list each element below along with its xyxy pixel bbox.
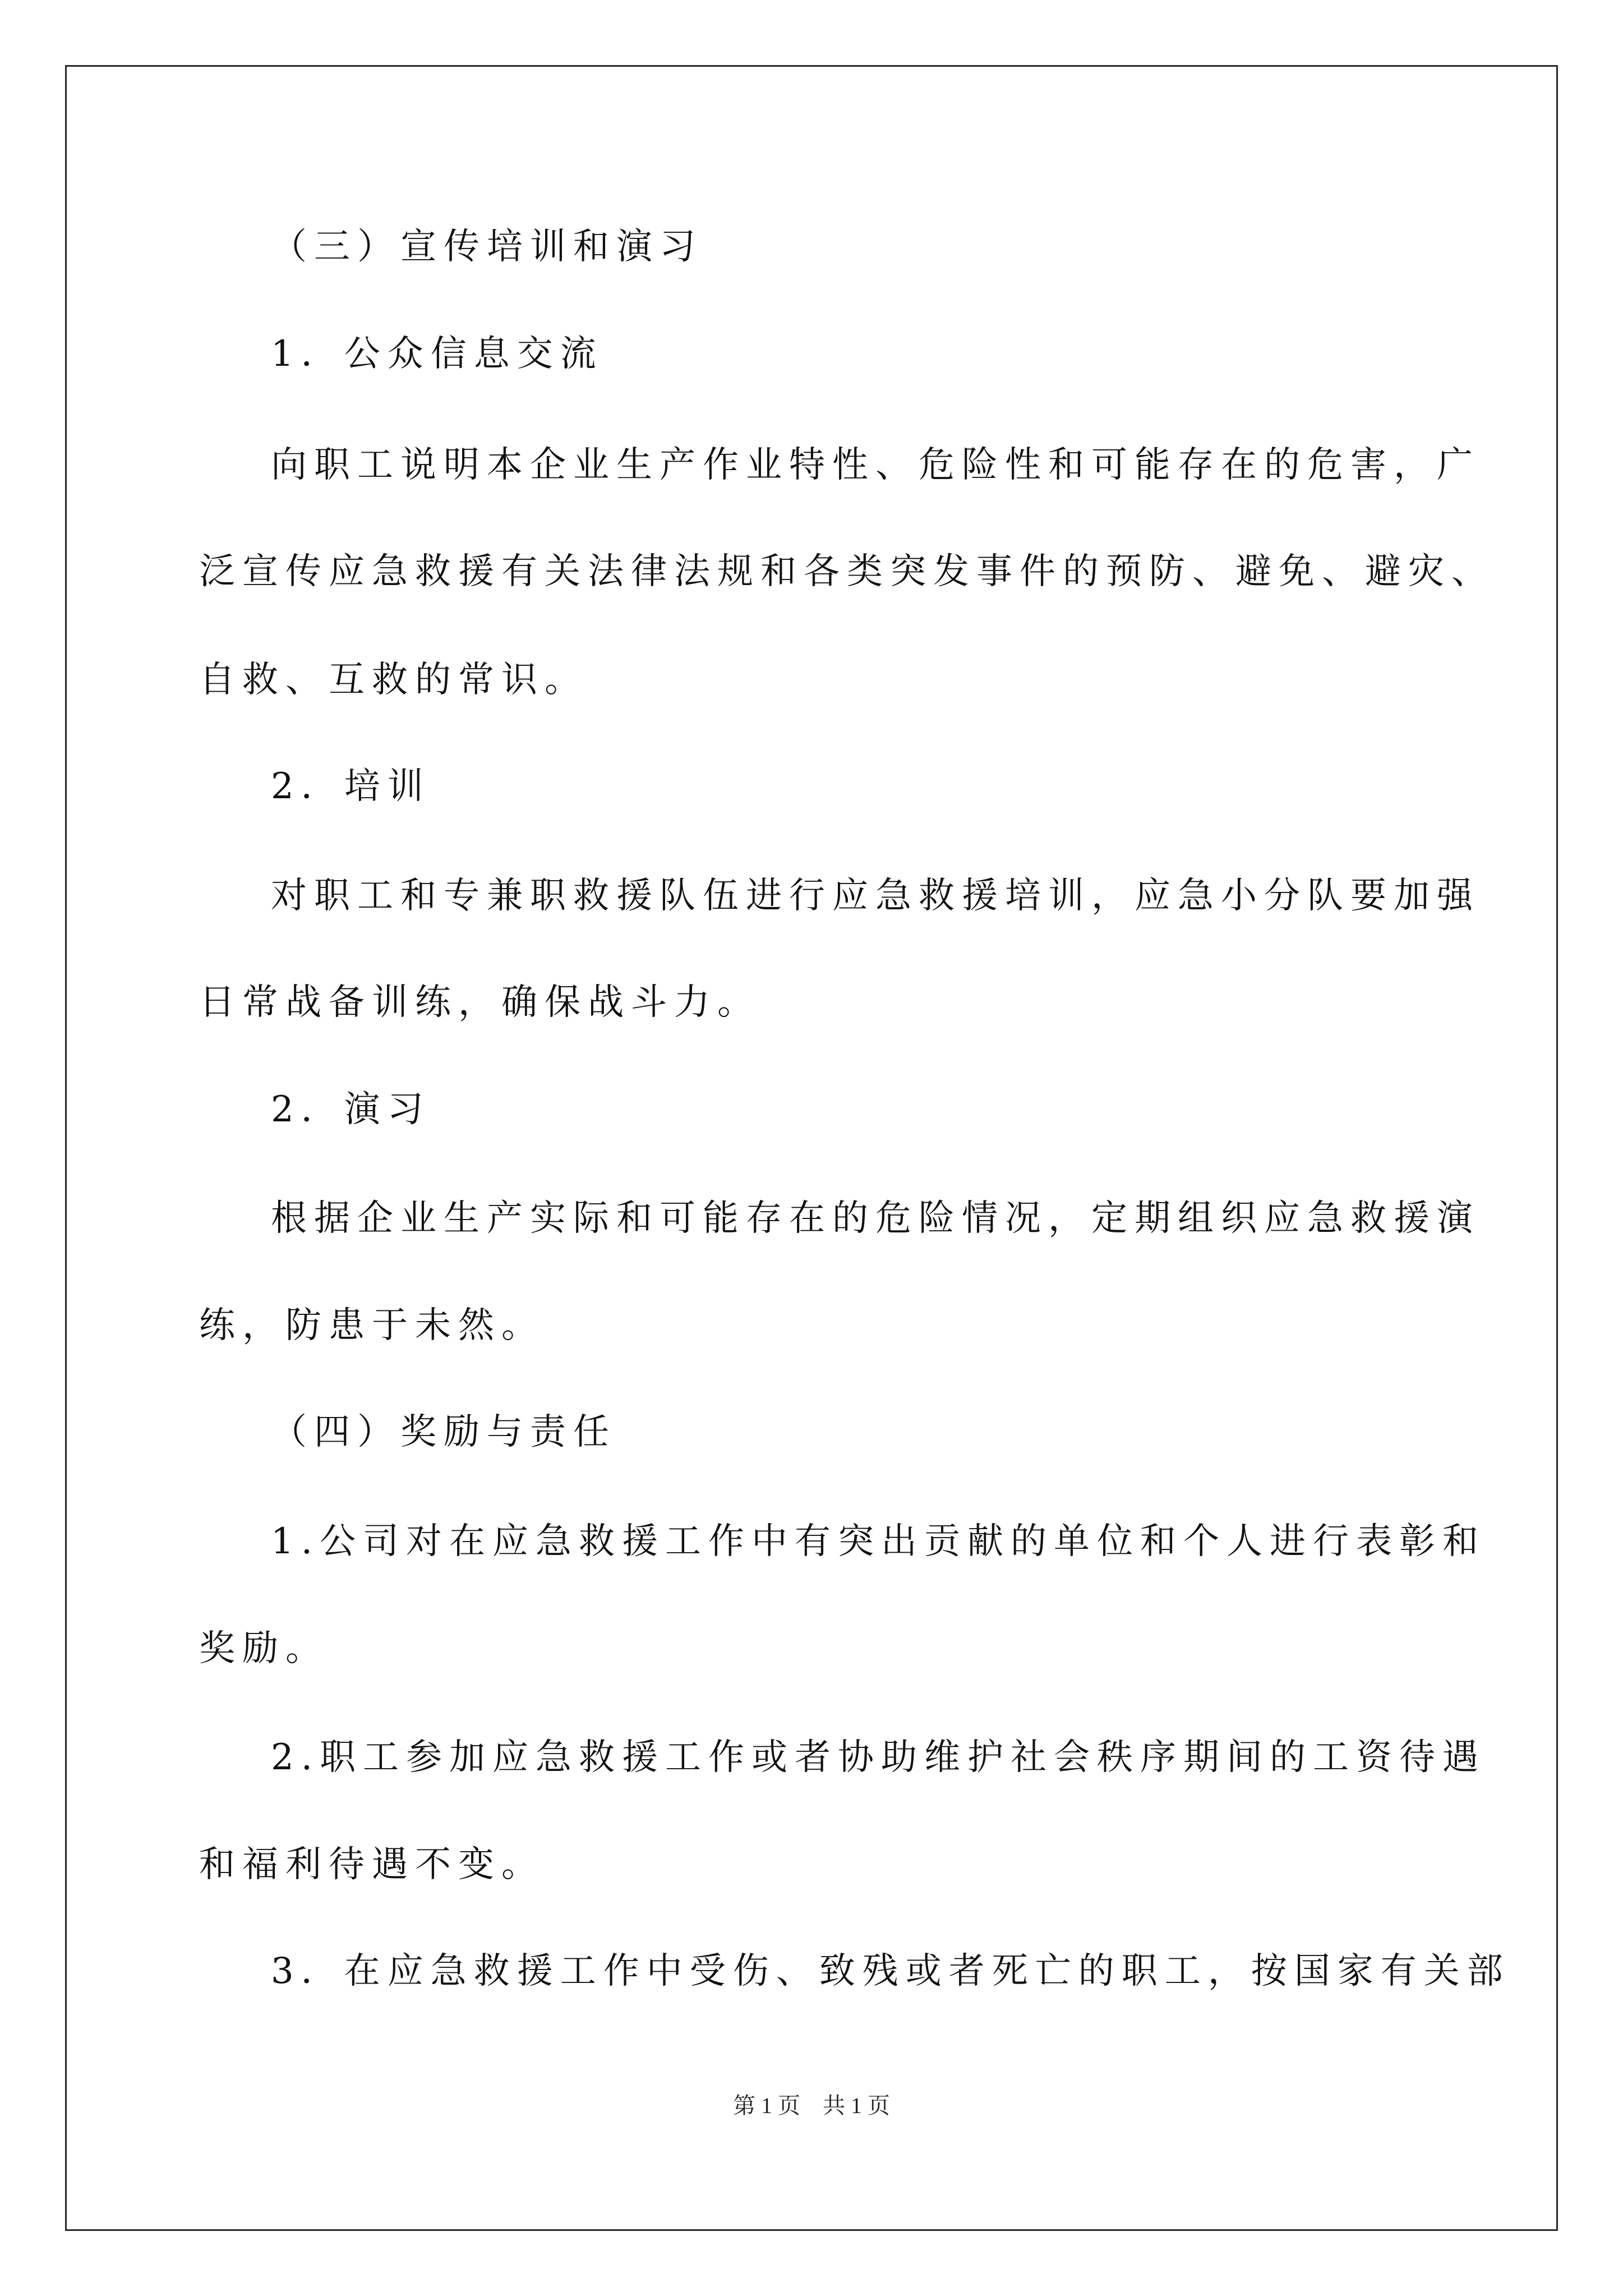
subheading-drill: 2．演习 (271, 1089, 431, 1130)
section-heading-rewards-responsibility: （四）奖励与责任 (271, 1411, 616, 1453)
paragraph-line: 根据企业生产实际和可能存在的危险情况，定期组织应急救援演 (271, 1198, 1480, 1239)
subheading-public-information: 1．公众信息交流 (271, 333, 603, 375)
paragraph-line: 和福利待遇不变。 (199, 1844, 545, 1885)
paragraph-line: 对职工和专兼职救援队伍进行应急救援培训，应急小分队要加强 (271, 875, 1480, 917)
paragraph-line: 1.公司对在应急救援工作中有突出贡献的单位和个人进行表彰和 (271, 1521, 1486, 1562)
section-heading-publicity-training: （三）宣传培训和演习 (271, 226, 703, 268)
paragraph-line: 自救、互救的常识。 (199, 659, 588, 701)
paragraph-line: 日常战备训练，确保战斗力。 (199, 982, 760, 1023)
paragraph-line: 向职工说明本企业生产作业特性、危险性和可能存在的危害，广 (271, 444, 1480, 486)
paragraph-line: 奖励。 (199, 1628, 329, 1669)
paragraph-line: 3．在应急救援工作中受伤、致残或者死亡的职工，按国家有关部 (271, 1950, 1510, 1992)
page-border (65, 65, 1558, 2231)
paragraph-line: 泛宣传应急救援有关法律法规和各类突发事件的预防、避免、避灾、 (199, 551, 1495, 592)
paragraph-line: 练，防患于未然。 (199, 1305, 545, 1346)
page-number-footer: 第 1 页 共 1 页 (733, 2093, 890, 2118)
subheading-training: 2．培训 (271, 766, 431, 807)
paragraph-line: 2.职工参加应急救援工作或者协助维护社会秩序期间的工资待遇 (271, 1737, 1486, 1778)
